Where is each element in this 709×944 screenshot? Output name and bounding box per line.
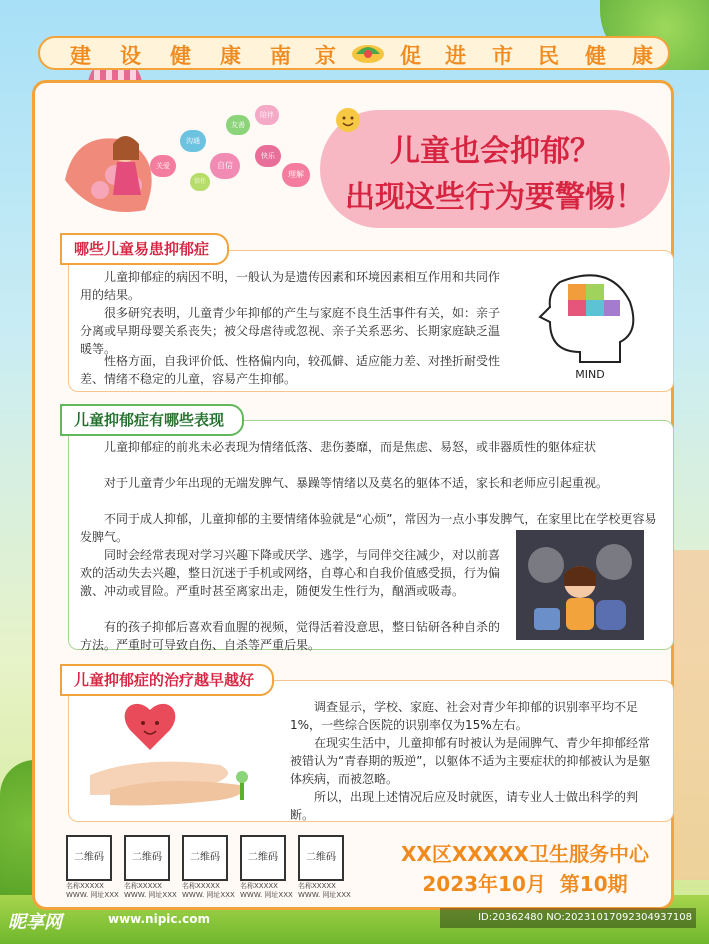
hero-title-line2: 出现这些行为要警惕！ [345, 180, 645, 215]
section1-paragraph: 儿童抑郁症的病因不明，一般认为是遗传因素和环境因素相互作用和共同作用的结果。 [80, 270, 501, 302]
banner-char: 民 [538, 44, 559, 68]
heart-bubble: 快乐 [255, 145, 281, 167]
hero-title-bubble [320, 110, 670, 228]
qr-code[interactable]: 二维码 [240, 835, 286, 881]
heart-bubble: 理解 [282, 163, 310, 187]
qr-caption: 名称XXXXX WWW. 网址XXX [182, 882, 235, 899]
sun-icon [328, 100, 368, 140]
heart-in-hands-illustration [90, 695, 260, 810]
banner-char: 健 [170, 44, 191, 68]
heart-bubble: 信任 [190, 173, 210, 191]
banner-char: 康 [220, 44, 241, 68]
mind-puzzle-head-illustration [520, 262, 660, 382]
qr-code[interactable]: 二维码 [298, 835, 344, 881]
qr-code[interactable]: 二维码 [124, 835, 170, 881]
watermark-site: www.nipic.com [108, 912, 210, 926]
banner-char: 健 [585, 44, 606, 68]
section1-title: 哪些儿童易患抑郁症 [60, 233, 229, 265]
section2-paragraph: 不同于成人抑郁，儿童抑郁的主要情绪体验就是“心烦”，常因为一点小事发脾气，在家里比在学校更容易发脾气。 [80, 512, 657, 544]
section1-paragraph: 性格方面，自我评价低、性格偏内向，较孤僻、适应能力差、对挫折耐受性差、情绪不稳定的儿童，容易产生抑郁。 [80, 354, 501, 386]
hero-title-line1: 儿童也会抑郁？ [390, 134, 600, 169]
banner-char: 康 [632, 44, 653, 68]
section3-paragraph: 所以，出现上述情况后应及时就医，请专业人士做出科学的判断。 [290, 790, 639, 822]
watermark-bar [0, 906, 709, 933]
section2-paragraph: 儿童抑郁症的前兆未必表现为情绪低落、悲伤萎靡，而是焦虑、易怒，或非器质性的躯体症状 [104, 440, 597, 454]
banner-char: 进 [445, 44, 466, 68]
top-banner [38, 36, 670, 70]
heart-bubble: 沟通 [180, 130, 206, 152]
mind-label: MIND [575, 368, 605, 381]
section3-paragraph: 调查显示，学校、家庭、社会对青少年抑郁的识别率平均不足1%，一些综合医院的识别率仅为15%左右。 [290, 700, 639, 732]
heart-bubble: 友善 [226, 115, 250, 135]
heart-bubble: 关爱 [150, 155, 176, 177]
qr-code[interactable]: 二维码 [182, 835, 228, 881]
footer-issue-date: 2023年10月 第10期 [422, 872, 628, 896]
section2-paragraph: 同时会经常表现对学习兴趣下降或厌学、逃学，与同伴交往减少，对以前喜欢的活动失去兴趣，整日沉迷于手机或网络，自尊心和自我价值感受损，行为偏激、冲动或冒险。严重时甚至离家出走，随便发生性行为，酗酒或吸毒。 [80, 548, 501, 598]
section3-paragraph: 在现实生活中，儿童抑郁有时被认为是闹脾气、青少年抑郁经常被错认为“青春期的叛逆”，以躯体不适为主要症状的抑郁被认为是躯体疾病，而被忽略。 [290, 736, 651, 786]
section3-title: 儿童抑郁症的治疗越早越好 [60, 664, 274, 696]
banner-char: 京 [315, 44, 336, 68]
footer-organization: XX区XXXXX卫生服务中心 [401, 842, 649, 866]
watermark-logo: 昵享网 [8, 912, 62, 933]
qr-caption: 名称XXXXX WWW. 网址XXX [240, 882, 293, 899]
qr-caption: 名称XXXXX WWW. 网址XXX [124, 882, 177, 899]
heart-bubble: 自信 [210, 153, 240, 179]
banner-char: 南 [270, 44, 291, 68]
banner-char: 促 [400, 44, 421, 68]
leaf-emblem-icon [348, 40, 388, 66]
qr-caption: 名称XXXXX WWW. 网址XXX [66, 882, 119, 899]
watermark-id: ID:20362480 NO:20231017092304937108 [440, 908, 696, 928]
heart-bubble-cluster [150, 105, 325, 195]
qr-caption: 名称XXXXX WWW. 网址XXX [298, 882, 351, 899]
section1-paragraph: 很多研究表明，儿童青少年抑郁的产生与家庭不良生活事件有关，如：亲子分离或早期母婴关系丧失；被父母虐待或忽视、亲子关系恶劣、长期家庭缺乏温暖等。 [80, 306, 501, 356]
section2-paragraph: 有的孩子抑郁后喜欢看血腥的视频，觉得活着没意思，整日钻研各种自杀的方法。严重时可导致自伤、自杀等严重后果。 [80, 620, 501, 652]
section2-paragraph: 对于儿童青少年出现的无端发脾气、暴躁等情绪以及莫名的躯体不适，家长和老师应引起重视。 [104, 476, 609, 490]
banner-char: 设 [120, 44, 141, 68]
heart-bubble: 陪伴 [255, 105, 279, 125]
qr-code[interactable]: 二维码 [66, 835, 112, 881]
sad-child-illustration [516, 530, 644, 640]
banner-char: 建 [70, 44, 91, 68]
banner-char: 市 [492, 44, 513, 68]
section2-title: 儿童抑郁症有哪些表现 [60, 404, 244, 436]
